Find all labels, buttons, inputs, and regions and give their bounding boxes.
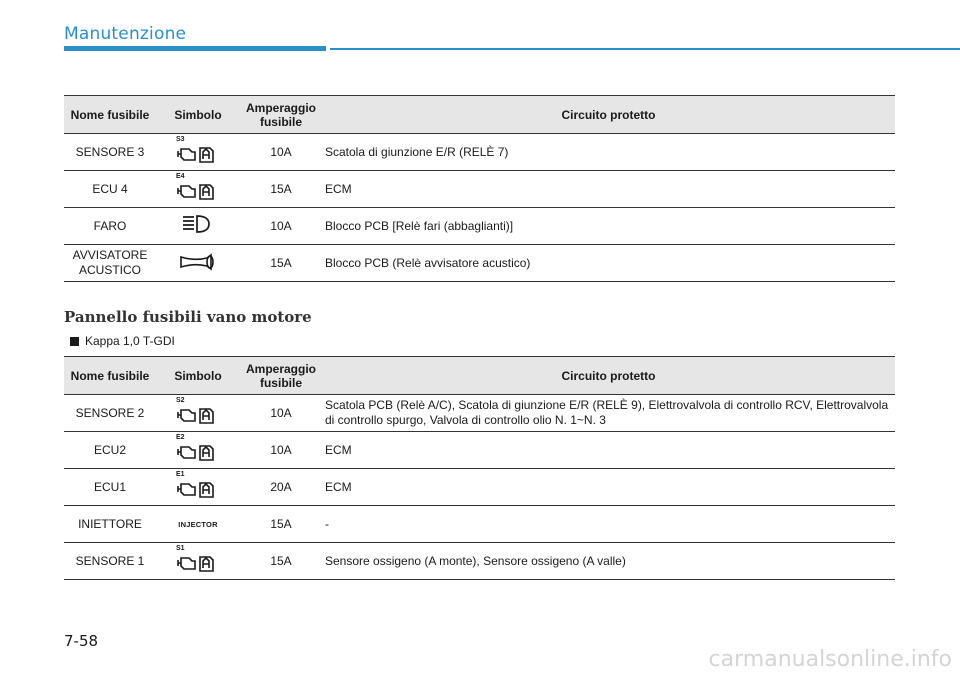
fuse-circuit: Sensore ossigeno (A monte), Sensore ossigeno (A valle) bbox=[322, 543, 895, 580]
fuse-symbol bbox=[156, 245, 240, 282]
engine-sensor-icon: S1 bbox=[175, 545, 221, 573]
column-header-name: Nome fusibile bbox=[64, 357, 156, 395]
fuse-circuit: Scatola di giunzione E/R (RELÈ 7) bbox=[322, 134, 895, 171]
engine-ecu-icon: E1 bbox=[175, 471, 221, 499]
fuse-name: SENSORE 3 bbox=[64, 134, 156, 171]
engine-variant-label: Kappa 1,0 T-GDI bbox=[85, 334, 175, 348]
fuse-circuit: ECM bbox=[322, 469, 895, 506]
fuse-name: AVVISATORE ACUSTICO bbox=[64, 245, 156, 282]
header-rule-thick bbox=[64, 46, 326, 51]
engine-sensor-icon: S2 bbox=[175, 397, 221, 425]
fuse-amperage: 15A bbox=[240, 506, 322, 543]
fuse-amperage: 10A bbox=[240, 395, 322, 432]
fuse-symbol bbox=[156, 395, 240, 432]
engine-sensor-icon: S3 bbox=[175, 136, 221, 164]
fuse-symbol bbox=[156, 543, 240, 580]
table-row bbox=[64, 432, 895, 469]
headlight-icon bbox=[175, 210, 221, 238]
fuse-name: ECU2 bbox=[64, 432, 156, 469]
section-title: Manutenzione bbox=[64, 24, 187, 44]
fuse-circuit: Scatola PCB (Relè A/C), Scatola di giunzione E/R (RELÈ 9), Elettrovalvola di controllo RCV, Elettrovalvola di controllo spurgo, Valvola di controllo olio N. 1~N. 3 bbox=[322, 395, 895, 432]
engine-variant bbox=[70, 334, 175, 348]
fuse-symbol bbox=[156, 208, 240, 245]
fuse-name: INIETTORE bbox=[64, 506, 156, 543]
fuse-name: SENSORE 2 bbox=[64, 395, 156, 432]
fuse-name: ECU1 bbox=[64, 469, 156, 506]
fuse-amperage: 15A bbox=[240, 171, 322, 208]
subsection-title: Pannello fusibili vano motore bbox=[64, 308, 312, 326]
table-row bbox=[64, 469, 895, 506]
column-header-amperage: Amperaggio fusibile bbox=[240, 357, 322, 395]
page-number: 7-58 bbox=[64, 632, 99, 650]
fuse-circuit: - bbox=[322, 506, 895, 543]
table-header-row bbox=[64, 357, 895, 395]
fuse-name: SENSORE 1 bbox=[64, 543, 156, 580]
column-header-name: Nome fusibile bbox=[64, 96, 156, 134]
table-row bbox=[64, 245, 895, 282]
table-header-row bbox=[64, 96, 895, 134]
column-header-symbol: Simbolo bbox=[156, 357, 240, 395]
horn-icon bbox=[175, 247, 221, 275]
fuse-name: FARO bbox=[64, 208, 156, 245]
fuse-name: ECU 4 bbox=[64, 171, 156, 208]
fuse-amperage: 15A bbox=[240, 245, 322, 282]
fuse-symbol bbox=[156, 134, 240, 171]
fuse-symbol bbox=[156, 432, 240, 469]
fuse-symbol bbox=[156, 469, 240, 506]
watermark: carmanualsonline.info bbox=[708, 647, 952, 672]
fuse-table-engine bbox=[64, 356, 895, 580]
engine-ecu-icon: E2 bbox=[175, 434, 221, 462]
column-header-amperage: Amperaggio fusibile bbox=[240, 96, 322, 134]
fuse-amperage: 10A bbox=[240, 208, 322, 245]
fuse-amperage: 10A bbox=[240, 134, 322, 171]
column-header-circuit: Circuito protetto bbox=[322, 96, 895, 134]
table-row bbox=[64, 506, 895, 543]
fuse-table-interior bbox=[64, 95, 895, 282]
fuse-amperage: 20A bbox=[240, 469, 322, 506]
table-row bbox=[64, 171, 895, 208]
fuse-amperage: 10A bbox=[240, 432, 322, 469]
fuse-symbol bbox=[156, 171, 240, 208]
fuse-circuit: ECM bbox=[322, 171, 895, 208]
table-row bbox=[64, 134, 895, 171]
fuse-circuit: Blocco PCB [Relè fari (abbaglianti)] bbox=[322, 208, 895, 245]
fuse-circuit: ECM bbox=[322, 432, 895, 469]
header-rule-thin bbox=[330, 48, 960, 50]
column-header-circuit: Circuito protetto bbox=[322, 357, 895, 395]
table-row bbox=[64, 543, 895, 580]
fuse-circuit: Blocco PCB (Relè avvisatore acustico) bbox=[322, 245, 895, 282]
injector-label: INJECTOR bbox=[178, 520, 218, 529]
fuse-symbol bbox=[156, 506, 240, 543]
table-row bbox=[64, 208, 895, 245]
engine-ecu-icon: E4 bbox=[175, 173, 221, 201]
bullet-square-icon bbox=[70, 337, 79, 346]
table-row bbox=[64, 395, 895, 432]
fuse-amperage: 15A bbox=[240, 543, 322, 580]
column-header-symbol: Simbolo bbox=[156, 96, 240, 134]
